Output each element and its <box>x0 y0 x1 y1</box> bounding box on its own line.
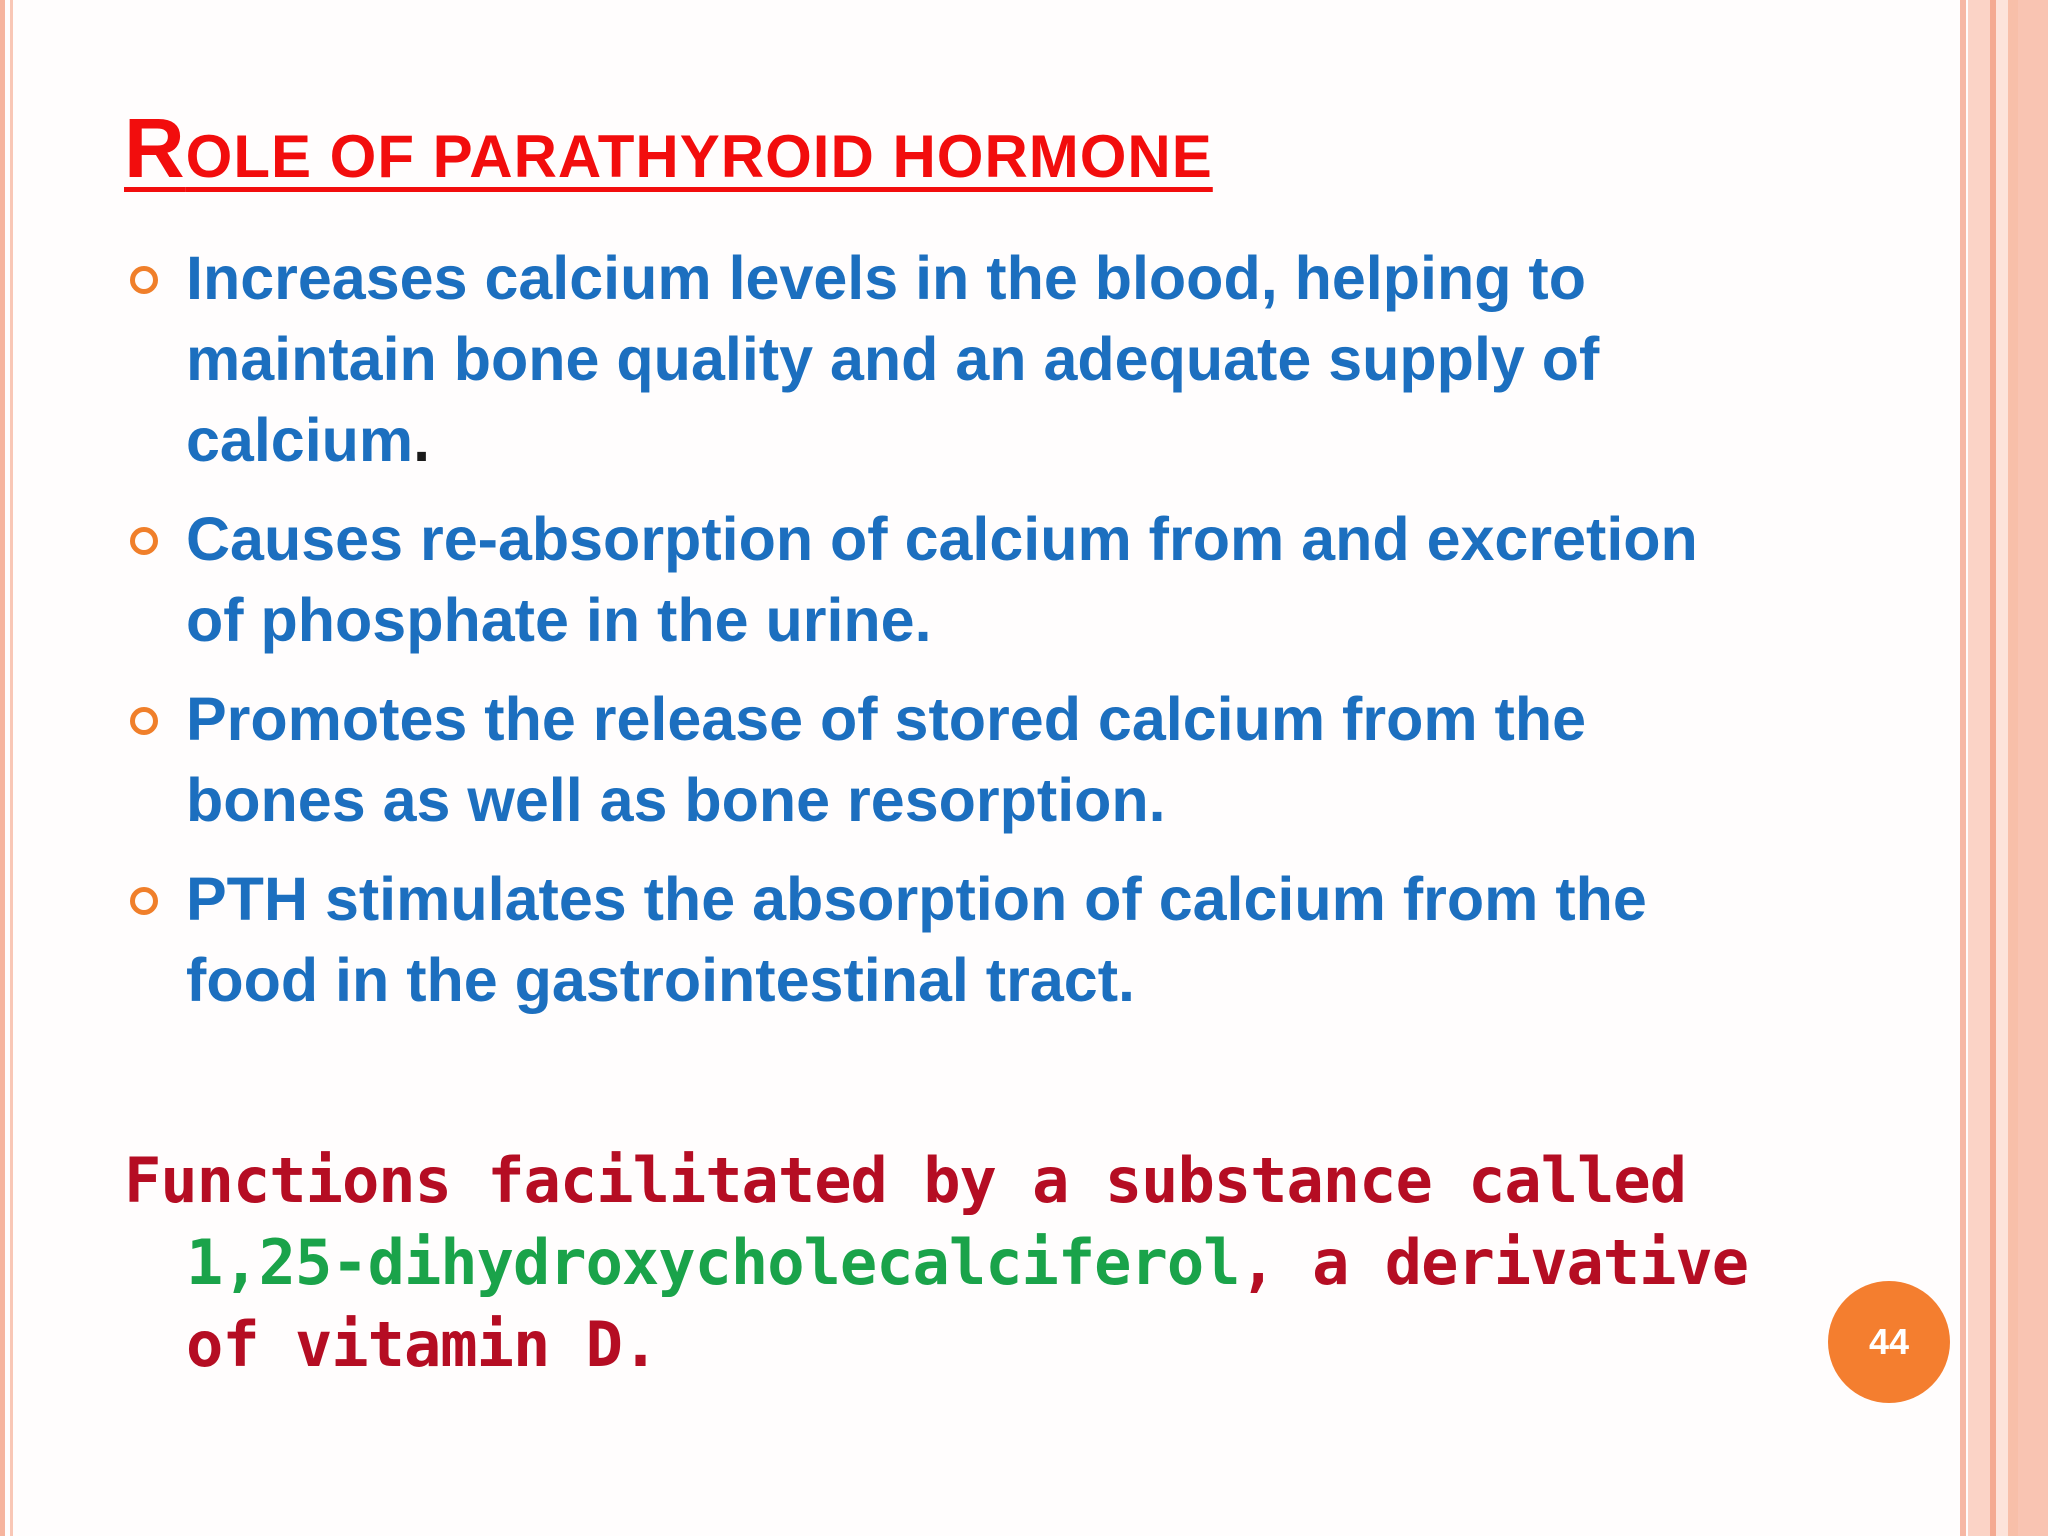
frame-stripe-right <box>2018 0 2048 1536</box>
note-substance: 1,25-dihydroxycholecalciferol <box>186 1226 1240 1299</box>
slide-title <box>124 100 1213 197</box>
ring-bullet-icon <box>130 527 158 555</box>
note-tail: , a derivative of vitamin D. <box>186 1226 1749 1381</box>
page-number-badge <box>1828 1281 1950 1403</box>
functions-note <box>124 1140 1806 1386</box>
slide-title-rest: OLE OF PARATHYROID HORMONE <box>185 123 1213 190</box>
ring-bullet-icon <box>130 266 158 294</box>
frame-stripe-right <box>2008 0 2018 1536</box>
bullet-period: . <box>413 406 431 474</box>
page-number: 44 <box>1868 1321 1910 1362</box>
ring-bullet-icon <box>130 887 158 915</box>
bullet-list <box>130 238 1770 1039</box>
bullet-text: Causes re-absorption of calcium from and excretion of phosphate in the urine. <box>186 505 1698 654</box>
frame-stripe-right <box>1960 0 1966 1536</box>
frame-stripe-right <box>1996 0 2008 1536</box>
frame-stripe-left <box>0 0 5 1536</box>
bullet-text: Increases calcium levels in the blood, helping to maintain bone quality and an adequate supply of calcium <box>186 244 1600 474</box>
bullet-text: PTH stimulates the absorption of calcium from the food in the gastrointestinal tract. <box>186 865 1647 1014</box>
bullet-item <box>130 499 1770 661</box>
frame-stripe-right <box>1968 0 1990 1536</box>
bullet-item <box>130 859 1770 1021</box>
bullet-item <box>130 679 1770 841</box>
frame-stripe-left-inner <box>10 0 13 1536</box>
slide-title-initial: R <box>124 101 186 195</box>
bullet-text: Promotes the release of stored calcium from the bones as well as bone resorption. <box>186 685 1587 834</box>
bullet-item <box>130 238 1770 481</box>
ring-bullet-icon <box>130 707 158 735</box>
note-lead: Functions facilitated by a substance called <box>124 1144 1687 1217</box>
